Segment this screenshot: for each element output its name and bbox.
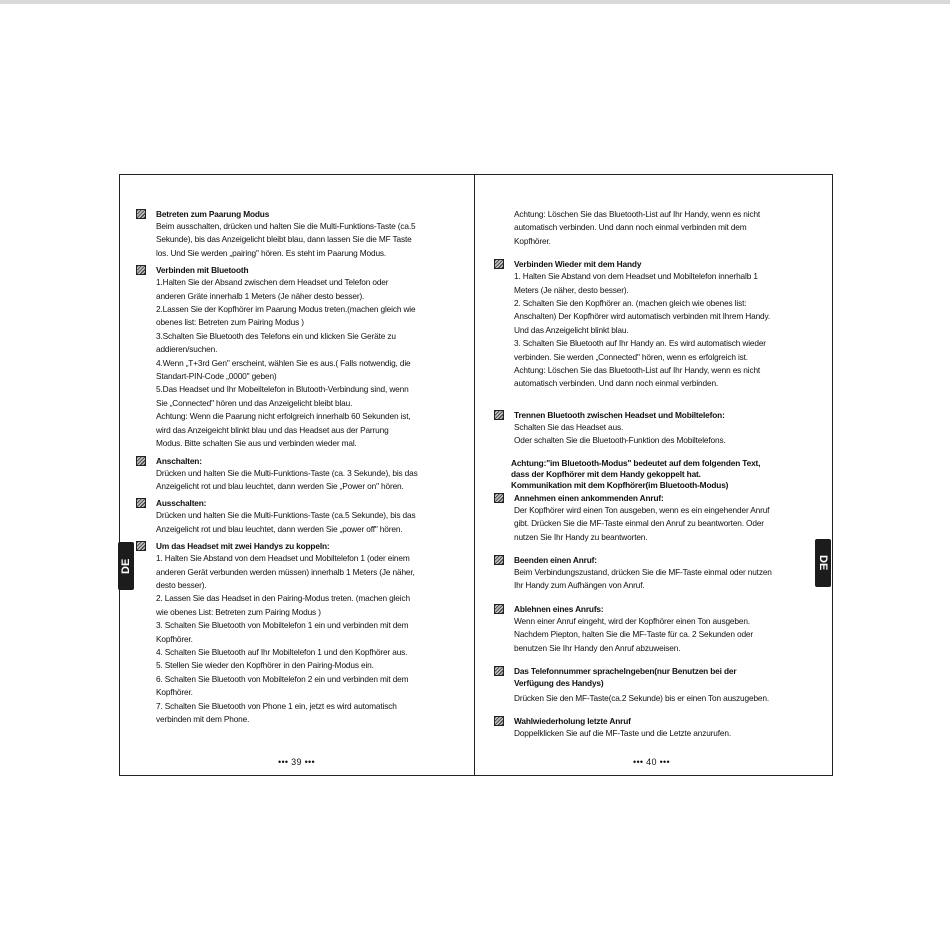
section-heading: Annehmen einen ankommenden Anruf: bbox=[514, 492, 664, 503]
text-line: Anzeigelicht rot und blau leuchtet, dann werden Sie „power off" hören. bbox=[156, 523, 403, 534]
text-line: 2. Lassen Sie das Headset in den Pairing-Modus treten. (machen gleich bbox=[156, 593, 410, 604]
text-line: Beim Verbindungszustand, drücken Sie die MF-Taste einmal oder nutzen bbox=[514, 566, 772, 577]
text-line: gibt. Drücken Sie die MF-Taste einmal den Anruf zu beantworten. Oder bbox=[514, 518, 764, 529]
text-line: Nachdem Piepton, halten Sie die MF-Taste für ca. 2 Sekunden oder bbox=[514, 629, 753, 640]
text-line: wie obenes List: Betreten zum Pairing Modus ) bbox=[156, 606, 321, 617]
text-line: 7. Schalten Sie Bluetooth von Phone 1 ein, jetzt es wird automatisch bbox=[156, 700, 397, 711]
section-bullet-icon bbox=[136, 456, 146, 466]
text-line: Oder schalten Sie die Bluetooth-Funktion des Mobiltelefons. bbox=[514, 435, 726, 446]
section-bullet-icon bbox=[494, 555, 504, 565]
section-heading: Trennen Bluetooth zwischen Headset und Mobiltelefon: bbox=[514, 409, 725, 420]
page-number-left: ••• 39 ••• bbox=[278, 757, 315, 767]
section-bullet-icon bbox=[494, 259, 504, 269]
text-line: Drücken Sie den MF-Taste(ca.2 Sekunde) bis er einen Ton auszugeben. bbox=[514, 692, 769, 703]
text-line: anderen Gerät verbunden werden müssen) innerhalb 1 Meters (Je näher, bbox=[156, 566, 415, 577]
section-bullet-icon bbox=[494, 716, 504, 726]
text-line: Anschalten) Der Kopfhörer wird automatisch verbinden mit Ihrem Handy. bbox=[514, 311, 771, 322]
section-bullet-icon bbox=[136, 541, 146, 551]
note-line: Kommunikation mit dem Kopfhörer(im Bluetooth-Modus) bbox=[511, 479, 729, 490]
left-page bbox=[136, 208, 458, 730]
page-number-right: ••• 40 ••• bbox=[633, 757, 670, 767]
text-line: verbinden. Sie werden „Connected" hören, wenn es erfolgreich ist. bbox=[514, 351, 748, 362]
section-heading: Beenden einen Anruf: bbox=[514, 554, 597, 565]
text-line: 1. Halten Sie Abstand von dem Headset und Mobiltelefon 1 (oder einem bbox=[156, 553, 410, 564]
note-line: Achtung:"im Bluetooth-Modus" bedeutet auf dem folgenden Text, bbox=[511, 457, 761, 468]
section-reject-call bbox=[494, 603, 812, 655]
section-bullet-icon bbox=[136, 209, 146, 219]
text-line: 4. Schalten Sie Bluetooth auf Ihr Mobiltelefon 1 und den Kopfhörer aus. bbox=[156, 646, 408, 657]
text-line: 2.Lassen Sie der Kopfhörer im Paarung Modus treten.(machen gleich wie bbox=[156, 304, 416, 315]
intro-note bbox=[494, 208, 812, 248]
section-bullet-icon bbox=[494, 604, 504, 614]
text-line: Standart-PIN-Code „0000" geben) bbox=[156, 371, 277, 382]
section-heading-cont: Verfügung des Handys) bbox=[514, 677, 604, 688]
text-line: Kopfhörer. bbox=[514, 235, 551, 246]
text-line: 5.Das Headset und Ihr Mobeiltelefon in Blutooth-Verbindung sind, wenn bbox=[156, 384, 409, 395]
section-bullet-icon bbox=[494, 410, 504, 420]
section-bullet-icon bbox=[494, 493, 504, 503]
section-heading: Um das Headset mit zwei Handys zu koppeln: bbox=[156, 541, 330, 552]
section-connect-bluetooth bbox=[136, 264, 458, 450]
text-line: 3. Schalten Sie Bluetooth von Mobiltelefon 1 ein und verbinden mit dem bbox=[156, 620, 409, 631]
text-line: 2. Schalten Sie den Kopfhörer an. (machen gleich wie obenes list: bbox=[514, 298, 747, 309]
text-line: Und das Anzeigelicht blinkt blau. bbox=[514, 324, 629, 335]
text-line: verbinden mit dem Phone. bbox=[156, 714, 250, 724]
section-reconnect bbox=[494, 258, 812, 391]
text-line: Kopfhörer. bbox=[156, 633, 193, 644]
section-bullet-icon bbox=[136, 265, 146, 275]
section-bullet-icon bbox=[494, 666, 504, 676]
text-line: automatisch verbinden. Und dann noch einmal verbinden. bbox=[514, 378, 719, 389]
text-line: Meters (Je näher, desto besser). bbox=[514, 284, 629, 295]
text-line: benutzen Sie Ihr Handy den Anruf abzuweisen. bbox=[514, 642, 681, 653]
bluetooth-mode-note bbox=[494, 458, 812, 491]
section-power-on bbox=[136, 455, 458, 494]
text-line: los. Und Sie werden „pairing" hören. Es steht im Paarung Modus. bbox=[156, 247, 387, 258]
text-line: 4.Wenn „T+3rd Gen" erscheint, wählen Sie es aus.( Falls notwendig, die bbox=[156, 357, 411, 368]
section-heading: Betreten zum Paarung Modus bbox=[156, 209, 270, 219]
text-line: 5. Stellen Sie wieder den Kopfhörer in den Pairing-Modus ein. bbox=[156, 660, 374, 671]
text-line: Kopfhörer. bbox=[156, 687, 193, 698]
right-page bbox=[494, 208, 812, 745]
language-tab-left: DE bbox=[118, 542, 134, 590]
text-line: wird das Anzeigeicht blinkt blau und das Headset aus der Parrung bbox=[156, 424, 389, 435]
language-tab-right: DE bbox=[815, 539, 831, 587]
text-line: Anzeigelicht rot und blau leuchtet, dann werden Sie „Power on" hören. bbox=[156, 480, 404, 491]
text-line: Achtung: Wenn die Paarung nicht erfolgreich innerhalb 60 Sekunden ist, bbox=[156, 411, 411, 422]
text-line: Achtung: Löschen Sie das Bluetooth-List auf Ihr Handy, wenn es nicht bbox=[514, 365, 761, 376]
text-line: 3. Schalten Sie Bluetooth auf Ihr Handy an. Es wird automatisch wieder bbox=[514, 338, 766, 349]
section-answer-call bbox=[494, 492, 812, 544]
page-divider bbox=[474, 174, 475, 776]
text-line: 1. Halten Sie Abstand von dem Headset und Mobiltelefon innerhalb 1 bbox=[514, 271, 758, 282]
text-line: nutzen Sie Ihr Handy zu beantworten. bbox=[514, 531, 648, 542]
text-line: Beim ausschalten, drücken und halten Sie die Multi-Funktions-Taste (ca.5 bbox=[156, 221, 416, 231]
text-line: Modus. Bitte schalten Sie aus und verbinden wieder mal. bbox=[156, 438, 357, 449]
text-line: anderen Gräte innerhalb 1 Meters (Je näher desto besser). bbox=[156, 290, 365, 301]
text-line: Schalten Sie das Headset aus. bbox=[514, 421, 624, 432]
section-redial bbox=[494, 715, 812, 740]
text-line: Wenn einer Anruf eingeht, wird der Kopfhörer einen Ton ausgeben. bbox=[514, 615, 750, 626]
section-two-phones bbox=[136, 540, 458, 726]
text-line: automatisch verbinden. Und dann noch einmal verbinden mit dem bbox=[514, 222, 747, 233]
text-line: Sie „Connected" hören und das Anzeigelicht bleibt blau. bbox=[156, 397, 353, 408]
text-line: addieren/suchen. bbox=[156, 344, 218, 355]
section-announce-number bbox=[494, 665, 812, 705]
section-heading: Wahlwiederholung letzte Anruf bbox=[514, 716, 631, 727]
text-line: Sekunde), bis das Anzeigelicht bleibt blau, dann lassen Sie die MF Taste bbox=[156, 234, 412, 245]
text-line: 1.Halten Sie der Absand zwischen dem Headset und Telefon oder bbox=[156, 277, 389, 288]
text-line: 6. Schalten Sie Bluetooth von Mobiltelefon 2 ein und verbinden mit dem bbox=[156, 673, 409, 684]
section-power-off bbox=[136, 497, 458, 536]
section-disconnect bbox=[494, 409, 812, 448]
section-heading: Ausschalten: bbox=[156, 498, 207, 509]
text-line: Drücken und halten Sie die Multi-Funktions-Taste (ca. 3 Sekunde), bis das bbox=[156, 467, 418, 478]
section-end-call bbox=[494, 554, 812, 593]
section-pairing-mode bbox=[136, 208, 458, 260]
section-heading: Verbinden mit Bluetooth bbox=[156, 265, 249, 276]
text-line: Drücken und halten Sie die Multi-Funktions-Taste (ca.5 Sekunde), bis das bbox=[156, 510, 416, 521]
text-line: obenes list: Betreten zum Pairing Modus ) bbox=[156, 317, 304, 328]
text-line: Achtung: Löschen Sie das Bluetooth-List auf Ihr Handy, wenn es nicht bbox=[514, 209, 761, 219]
text-line: Ihr Handy zum Aufhängen von Anruf. bbox=[514, 580, 645, 591]
section-heading: Ablehnen eines Anrufs: bbox=[514, 603, 604, 614]
section-heading: Anschalten: bbox=[156, 455, 202, 466]
top-border-line bbox=[0, 0, 950, 4]
text-line: 3.Schalten Sie Bluetooth des Telefons ein und klicken Sie Geräte zu bbox=[156, 330, 396, 341]
text-line: desto besser). bbox=[156, 579, 207, 590]
text-line: Der Kopfhörer wird einen Ton ausgeben, wenn es ein eingehender Anruf bbox=[514, 504, 770, 515]
text-line: Doppelklicken Sie auf die MF-Taste und die Letzte anzurufen. bbox=[514, 728, 731, 739]
section-bullet-icon bbox=[136, 498, 146, 508]
section-heading: Verbinden Wieder mit dem Handy bbox=[514, 259, 642, 270]
section-heading: Das Telefonnummer sprachelngeben(nur Benutzen bei der bbox=[514, 665, 737, 676]
note-line: dass der Kopfhörer mit dem Handy gekoppelt hat. bbox=[511, 468, 701, 479]
